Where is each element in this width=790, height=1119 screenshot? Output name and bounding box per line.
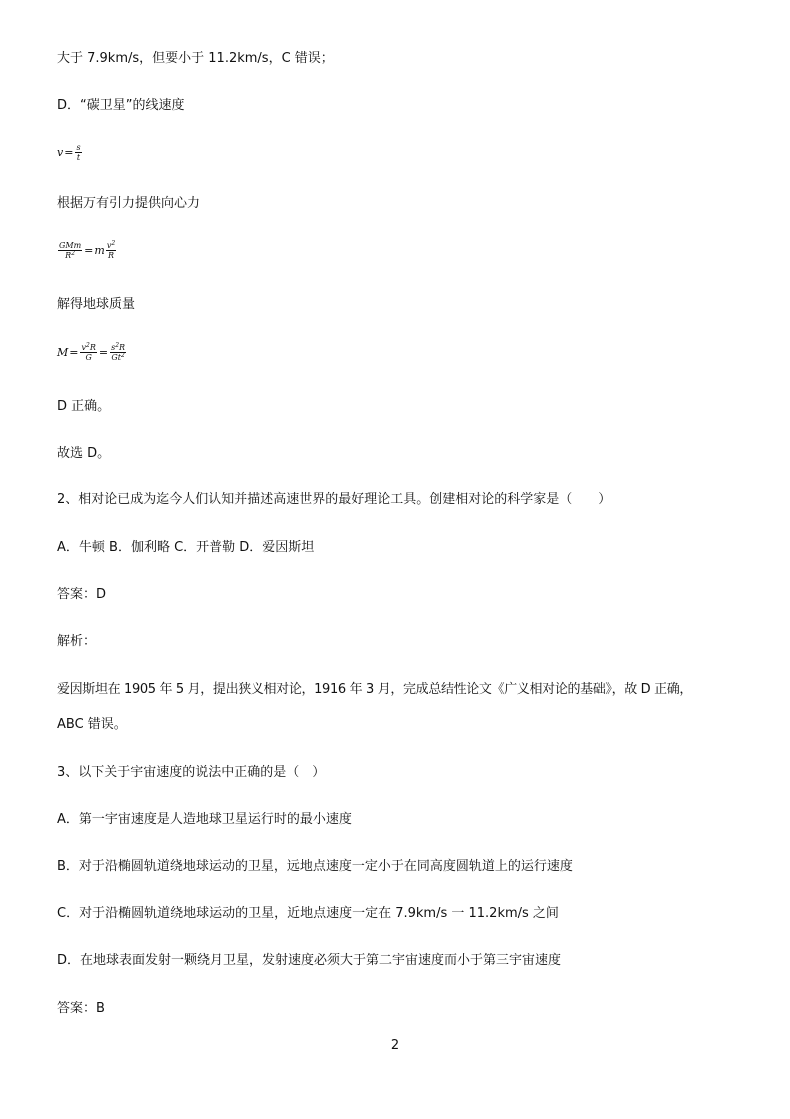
formula-gravity: $\frac{\text{GMm}}{R^2}$ =m $\frac{v^2}{R}$: [59, 240, 116, 260]
question-3-option-d: D．在地球表面发射一颗绕月卫星，发射速度必须大于第二宇宙速度而小于第三宇宙速度: [57, 953, 562, 968]
d-correct-text: D 正确。: [57, 399, 111, 414]
question-3-option-c: C．对于沿椭圆轨道绕地球运动的卫星，近地点速度一定在 7.9km/s 一 11.2km/s 之间: [57, 906, 559, 921]
formula-mass: M= $\frac{v^2R}{G}$ = $\frac{s^2R}{Gt^2}$: [57, 342, 126, 362]
question-2-analysis-label: 解析：: [57, 634, 97, 649]
question-3-answer: 答案：B: [57, 1001, 105, 1016]
question-2-analysis-line-1: 爱因斯坦在 1905 年 5 月，提出狭义相对论，1916 年 3 月，完成总结性论文《广义相对论的基础》，故 D 正确，: [57, 682, 693, 697]
formula-velocity: v= $\frac{s}{t}$: [57, 143, 81, 162]
line-speed-conclusion: 大于 7.9km/s，但要小于 11.2km/s，C 错误；: [57, 51, 334, 66]
gravity-centripetal-text: 根据万有引力提供向心力: [57, 196, 201, 211]
question-3-option-a: A．第一宇宙速度是人造地球卫星运行时的最小速度: [57, 812, 352, 827]
option-d-heading: D．“碳卫星”的线速度: [57, 98, 185, 113]
question-2-answer: 答案：D: [57, 587, 107, 602]
choose-d-text: 故选 D。: [57, 446, 111, 461]
question-3-option-b: B．对于沿椭圆轨道绕地球运动的卫星，远地点速度一定小于在同高度圆轨道上的运行速度: [57, 859, 573, 874]
solve-mass-text: 解得地球质量: [57, 297, 136, 312]
question-2-options: A．牛顿 B．伽利略 C．开普勒 D．爱因斯坦: [57, 540, 315, 555]
question-2-analysis-line-2: ABC 错误。: [57, 717, 127, 732]
question-3: 3、以下关于宇宙速度的说法中正确的是（ ）: [57, 765, 326, 780]
page-number: 2: [390, 1038, 400, 1053]
question-2: 2、相对论已成为迄今人们认知并描述高速世界的最好理论工具。创建相对论的科学家是（ ）: [57, 492, 612, 507]
